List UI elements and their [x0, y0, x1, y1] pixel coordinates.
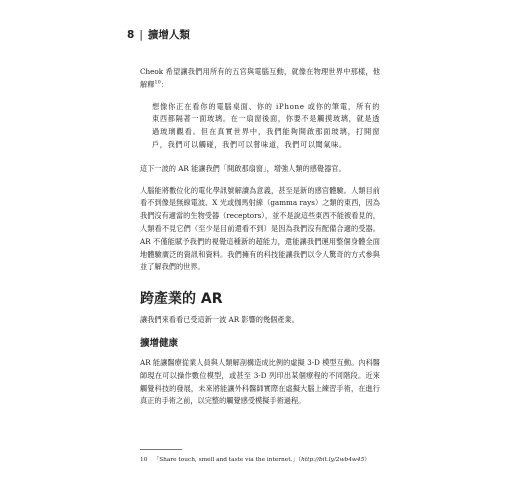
intro-text: Cheok 希望讓我們用所有的五官與電腦互動，就像在物理世界中那樣，他解釋	[140, 67, 380, 89]
footnote-link[interactable]: http://bit.ly/2wb4w45	[301, 457, 365, 463]
paragraph-senses: 人腦能將數位化的電化學訊號解讀為意義，甚至是新的感官體驗。人類目前看不到像是無線電波、X 光或伽馬射線（gamma rays）之類的東西，因為我們沒有適當的生物受器（receptors），並不是說這些東西不能被看見的，人類看不見它們（至少是目前還看不到）是因為我們沒有配備合適的受器。AR 不僅能賦予我們的視覺這種新的超能力，還能讓我們運用整個身體全面地體驗廣泛的資訊和資料。我們擁有的科技能讓我們以令人驚奇的方式參與並了解我們的世界。	[140, 185, 380, 272]
footnote-text: 「Share touch, smell and taste via the internet.」（	[153, 457, 302, 463]
paragraph-health: AR 能讓醫療從業人員與人類解剖構造成比例的虛擬 3-D 模型互動。內科醫師現在可以操作數位模型，或甚至 3-D 列印出某個療程的不同階段。近來觸覺科技的發展，未來將能讓外科醫師實際在虛擬大腦上練習手術，在進行真正的手術之前，以完整的觸覺感受模擬手術過程。	[140, 357, 380, 406]
intro-tail: ：	[160, 79, 168, 89]
footnote-reference[interactable]: 10	[154, 79, 161, 86]
header-separator: |	[139, 29, 143, 41]
footnote-divider	[140, 449, 182, 450]
paragraph-open-window: 這下一波的 AR 能讓我們「開啟那扇窗」，增強人類的感覺器官。	[140, 163, 346, 173]
footnote-close: ）	[364, 457, 371, 463]
block-quote: 想像你正在看你的電腦桌面、你的 iPhone 或你的筆電，所有的東西都隔著一面玻璃。在一扇窗後面，你要不是觸摸玻璃，就是透過玻璃觀看。但在真實世界中，我們能夠開啟那面玻璃，打開窗戶，我們可以觸碰，我們可以嘗味道，我們可以聞氣味。	[152, 101, 380, 149]
paragraph-industries: 讓我們來看看已受這新一波 AR 影響的幾個產業。	[140, 315, 299, 325]
chapter-title: 擴增人類	[147, 29, 190, 41]
intro-paragraph	[140, 66, 380, 92]
page-number: 8	[127, 29, 135, 41]
footnote	[140, 456, 400, 464]
running-header	[127, 27, 190, 42]
subsection-heading: 擴增健康	[140, 337, 179, 349]
section-heading: 跨產業的 AR	[140, 291, 223, 308]
footnote-number: 10	[140, 457, 148, 463]
body-text	[140, 66, 380, 417]
